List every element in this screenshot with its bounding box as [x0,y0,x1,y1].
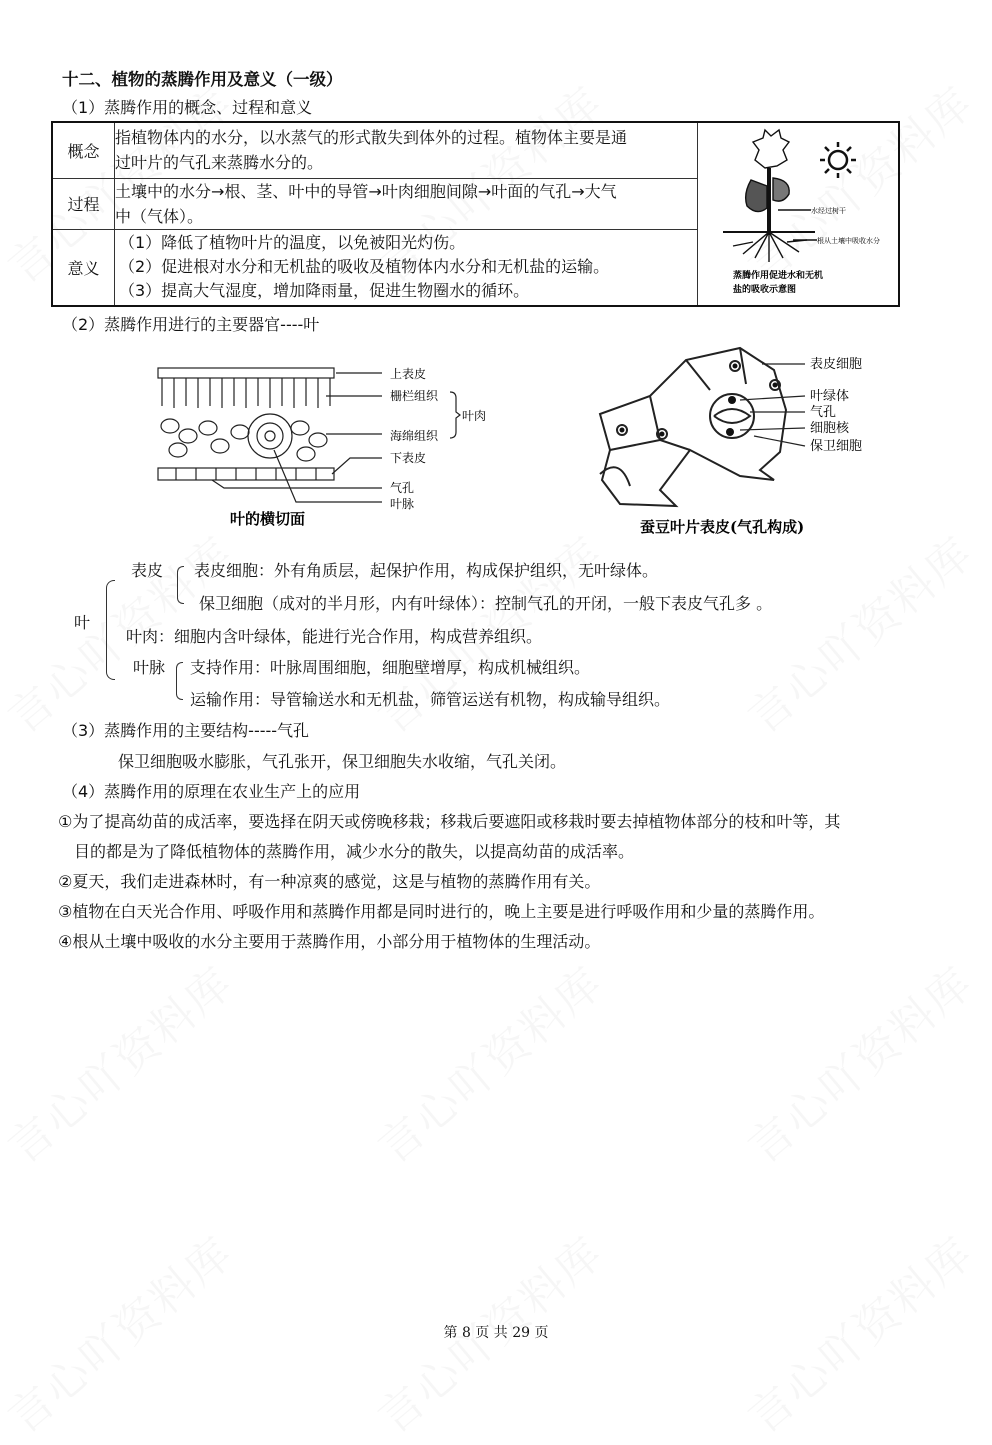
text-line: 中（气体）。 [115,206,204,226]
application-1-line-1: ①为了提高幼苗的成活率，要选择在阴天或傍晚移栽；移栽后要遮阳或移栽时要去掉植物体部分的枝和叶等，其 [58,812,841,831]
concept-table [51,121,900,307]
subsection-3-text: 保卫细胞吸水膨胀，气孔张开，保卫细胞失水收缩，气孔关闭。 [118,752,567,771]
row-label: 过程 [52,178,115,229]
tree-icon [723,130,817,262]
label-trunk: 水经过树干 [811,207,846,215]
label-vein: 叶脉 [390,497,415,511]
label-root: 根从土壤中吸收水分 [817,237,880,245]
figure-caption: 蚕豆叶片表皮(气孔构成) [640,518,805,536]
label-nucleus: 细胞核 [810,421,850,436]
application-4: ④根从土壤中吸收的水分主要用于蒸腾作用，小部分用于植物体的生理活动。 [58,932,601,951]
application-3: ③植物在白天光合作用、呼吸作用和蒸腾作用都是同时进行的，晚上主要是进行呼吸作用和少量的蒸腾作用。 [58,902,825,921]
epidermis-item-2: 保卫细胞（成对的半月形，内有叶绿体）：控制气孔的开闭，一般下表皮气孔多 。 [199,594,773,613]
tree-root-leaf: 叶 [74,613,91,632]
leaf-cross-section-figure [150,362,490,532]
tree-node-vein: 叶脉 [133,658,166,677]
label-stoma: 气孔 [810,405,837,420]
label-spongy: 海绵组织 [390,429,439,443]
label-guard-cell: 保卫细胞 [810,439,863,454]
label-chloroplast: 叶绿体 [810,389,850,404]
text-line: 指植物体内的水分，以水蒸气的形式散失到体外的过程。植物体主要是通 [115,128,628,148]
brace-icon [177,566,184,604]
epidermis-figure [590,340,890,540]
tree-node-epidermis: 表皮 [131,561,164,580]
text-line: （1）降低了植物叶片的温度，以免被阳光灼伤。 [119,233,466,253]
row-content [115,122,698,178]
watermark [0,949,244,1175]
text-line: 土壤中的水分→根、茎、叶中的导管→叶肉细胞间隙→叶面的气孔→大气 [115,181,617,201]
tree-node-mesophyll: 叶肉：细胞内含叶绿体，能进行光合作用，构成营养组织。 [126,627,543,646]
figure-caption: 叶的横切面 [230,510,306,528]
subsection-4-heading: （4）蒸腾作用的原理在农业生产上的应用 [62,782,361,801]
broad-bean-epidermis-diagram [590,340,890,540]
table-row-concept [52,122,899,178]
text-line: 过叶片的气孔来蒸腾水分的。 [115,153,324,173]
sun-icon [820,142,856,178]
watermark [362,949,615,1175]
label-mesophyll: 叶肉 [462,409,487,423]
label-stoma: 气孔 [390,481,415,495]
figure-caption-2: 盐的吸收示意图 [733,285,797,295]
label-upper-epidermis: 上表皮 [390,367,427,381]
row-label: 意义 [52,229,115,306]
transpiration-figure [698,122,900,306]
watermark [732,519,985,745]
leaf-cross-section-diagram [150,362,490,532]
label-palisade: 栅栏组织 [390,389,439,403]
label-lower-epidermis: 下表皮 [390,451,427,465]
brace-icon [176,662,183,700]
epidermis-item-1: 表皮细胞：外有角质层，起保护作用，构成保护组织，无叶绿体。 [194,561,659,580]
text-line: （3）提高大气湿度，增加降雨量，促进生物圈水的循环。 [119,281,530,301]
application-2: ②夏天，我们走进森林时，有一种凉爽的感觉，这是与植物的蒸腾作用有关。 [58,872,601,891]
page-footer: 第 8 页 共 29 页 [443,1325,549,1341]
watermark [732,949,985,1175]
figure-caption-1: 蒸腾作用促进水和无机 [733,271,824,281]
subsection-3-heading: （3）蒸腾作用的主要结构-----气孔 [62,721,310,740]
section-title: 十二、植物的蒸腾作用及意义（一级） [62,70,343,89]
row-content [115,178,698,229]
tree-sun-diagram [703,124,893,300]
label-epidermal-cell: 表皮细胞 [810,357,863,372]
text-line: （2）促进根对水分和无机盐的吸收及植物体内水分和无机盐的运输。 [119,257,610,277]
application-1-line-2: 目的都是为了降低植物体的蒸腾作用，减少水分的散失，以提高幼苗的成活率。 [74,842,635,861]
subsection-1-heading: （1）蒸腾作用的概念、过程和意义 [62,98,313,117]
row-content [115,229,698,306]
vein-item-2: 运输作用：导管输送水和无机盐，筛管运送有机物，构成输导组织。 [190,690,671,709]
vein-item-1: 支持作用：叶脉周围细胞，细胞壁增厚，构成机械组织。 [190,658,591,677]
brace-icon [106,580,115,680]
subsection-2-heading: （2）蒸腾作用进行的主要器官----叶 [62,315,320,334]
row-label: 概念 [52,122,115,178]
